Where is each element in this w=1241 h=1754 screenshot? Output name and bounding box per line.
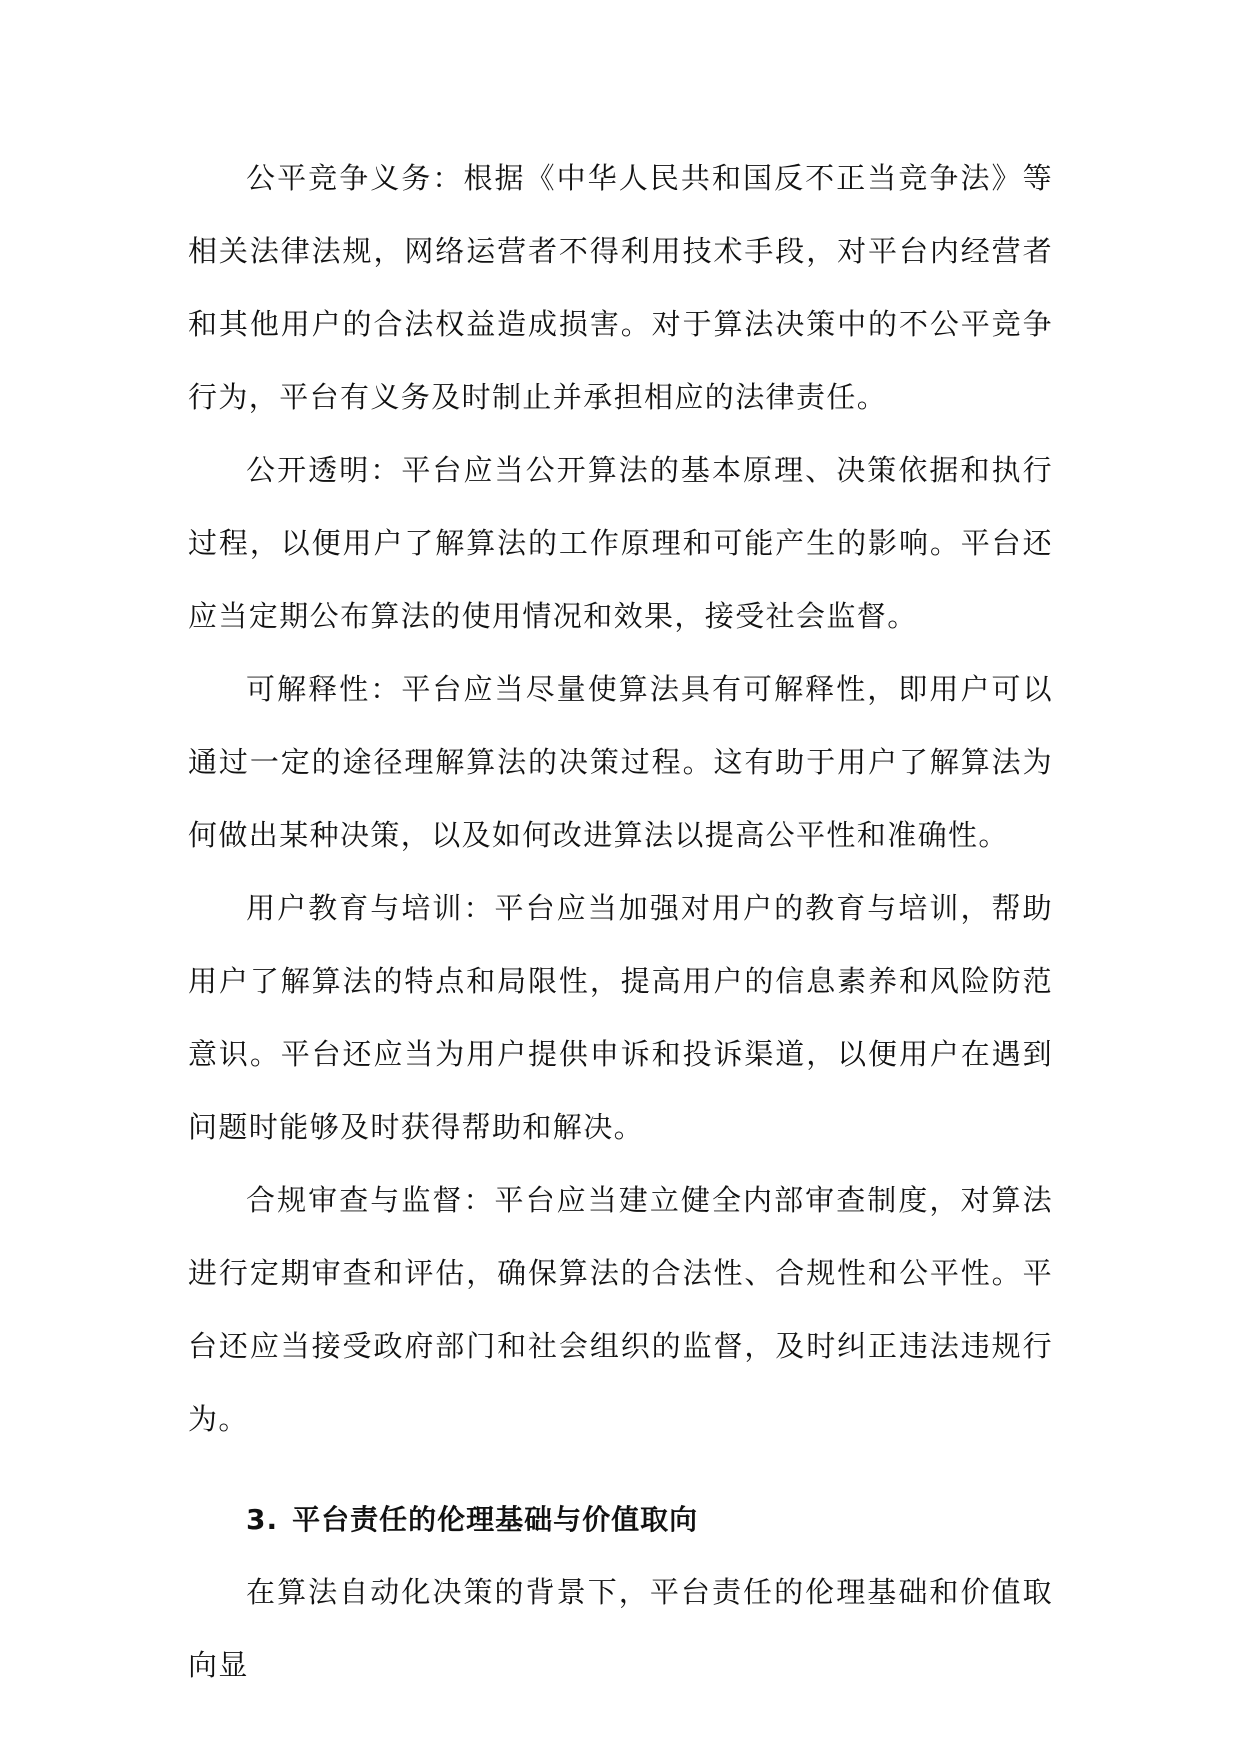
paragraph-explainability: 可解释性：平台应当尽量使算法具有可解释性，即用户可以通过一定的途径理解算法的决策过程。这有助于用户了解算法为何做出某种决策，以及如何改进算法以提高公平性和准确性。 [188,672,1053,852]
paragraph-compliance-review: 合规审查与监督：平台应当建立健全内部审查制度，对算法进行定期审查和评估，确保算法的合法性、合规性和公平性。平台还应当接受政府部门和社会组织的监督，及时纠正违法违规行为。 [188,1183,1053,1436]
paragraph-fair-competition: 公平竞争义务：根据《中华人民共和国反不正当竞争法》等相关法律法规，网络运营者不得利用技术手段，对平台内经营者和其他用户的合法权益造成损害。对于算法决策中的不公平竞争行为，平台有义务及时制止并承担相应的法律责任。 [188,161,1053,414]
document-body [188,142,1053,1702]
section-number: 3. [246,1503,279,1536]
paragraph-ethics-intro: 在算法自动化决策的背景下，平台责任的伦理基础和价值取向显 [188,1575,1053,1682]
paragraph-user-education: 用户教育与培训：平台应当加强对用户的教育与培训，帮助用户了解算法的特点和局限性，提高用户的信息素养和风险防范意识。平台还应当为用户提供申诉和投诉渠道，以便用户在遇到问题时能够及时获得帮助和解决。 [188,891,1053,1144]
paragraph-transparency: 公开透明：平台应当公开算法的基本原理、决策依据和执行过程，以便用户了解算法的工作原理和可能产生的影响。平台还应当定期公布算法的使用情况和效果，接受社会监督。 [188,453,1053,633]
section-title: 平台责任的伦理基础与价值取向 [292,1503,699,1536]
section-heading [188,1483,1053,1556]
